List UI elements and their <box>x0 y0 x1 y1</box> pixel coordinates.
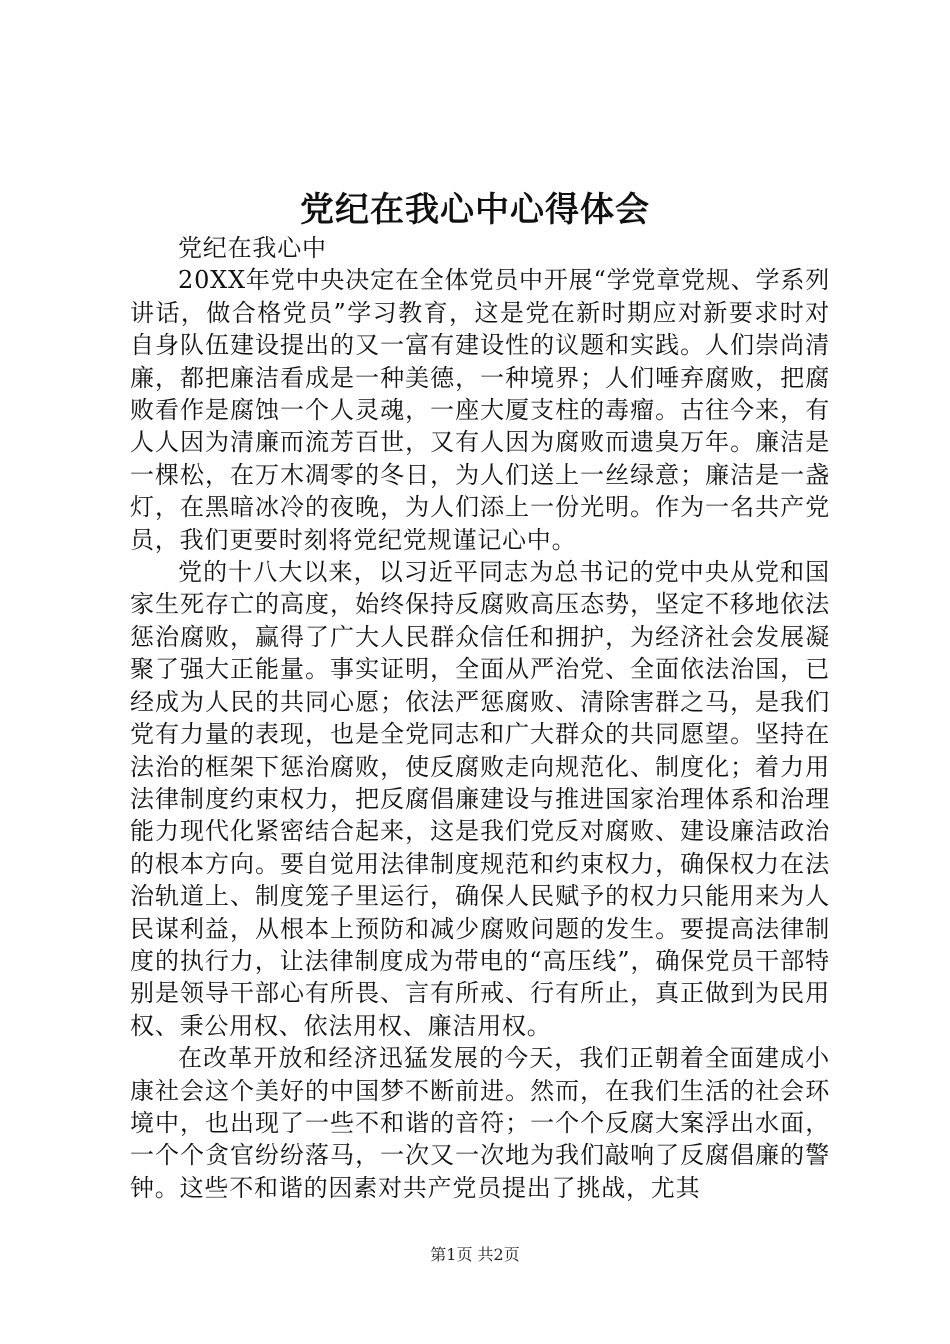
paragraph-anticorruption: 党的十八大以来，以习近平同志为总书记的党中央从党和国家生死存亡的高度，始终保持反腐败高压态势，坚定不移地依法惩治腐败，赢得了广大人民群众信任和拥护，为经济社会发展凝聚了强大正能量。事实证明，全面从严治党、全面依法治国，已经成为人民的共同心愿；依法严惩腐败、清除害群之马，是我们党有力量的表现，也是全党同志和广大群众的共同愿望。坚持在法治的框架下惩治腐败，使反腐败走向规范化、制度化；着力用法律制度约束权力，把反腐倡廉建设与推进国家治理体系和治理能力现代化紧密结合起来，这是我们党反对腐败、建设廉洁政治的根本方向。要自觉用法律制度规范和约束权力，确保权力在法治轨道上、制度笼子里运行，确保人民赋予的权力只能用来为人民谋利益，从根本上预防和减少腐败问题的发生。要提高法律制度的执行力，让法律制度成为带电的“高压线”，确保党员干部特别是领导干部心有所畏、言有所戒、行有所止，真正做到为民用权、秉公用权、依法用权、廉洁用权。 <box>130 558 830 1040</box>
document-title: 党纪在我心中心得体会 <box>300 190 650 230</box>
paragraph-reform: 在改革开放和经济迅猛发展的今天，我们正朝着全面建成小康社会这个美好的中国梦不断前进。然而，在我们生活的社会环境中，也出现了一些不和谐的音符；一个个反腐大案浮出水面，一个个贪官纷纷落马，一次又一次地为我们敲响了反腐倡廉的警钟。这些不和谐的因素对共产党员提出了挑战，尤其 <box>130 1044 830 1202</box>
document-body <box>130 232 830 1204</box>
page-number-footer: 第1页 共2页 <box>430 1245 520 1264</box>
paragraph-intro: 20XX年党中央决定在全体党员中开展“学党章党规、学系列讲话，做合格党员”学习教育，这是党在新时期应对新要求时对自身队伍建设提出的又一富有建设性的议题和实践。人们崇尚清廉，都把廉洁看成是一种美德，一种境界；人们唾弃腐败，把腐败看作是腐蚀一个人灵魂，一座大厦支柱的毒瘤。古往今来，有人人因为清廉而流芳百世，又有人因为腐败而遗臭万年。廉洁是一棵松，在万木凋零的冬日，为人们送上一丝绿意；廉洁是一盏灯，在黑暗冰冷的夜晚，为人们添上一份光明。作为一名共产党员，我们更要时刻将党纪党规谨记心中。 <box>130 266 830 554</box>
paragraph-subtitle: 党纪在我心中 <box>178 234 327 262</box>
